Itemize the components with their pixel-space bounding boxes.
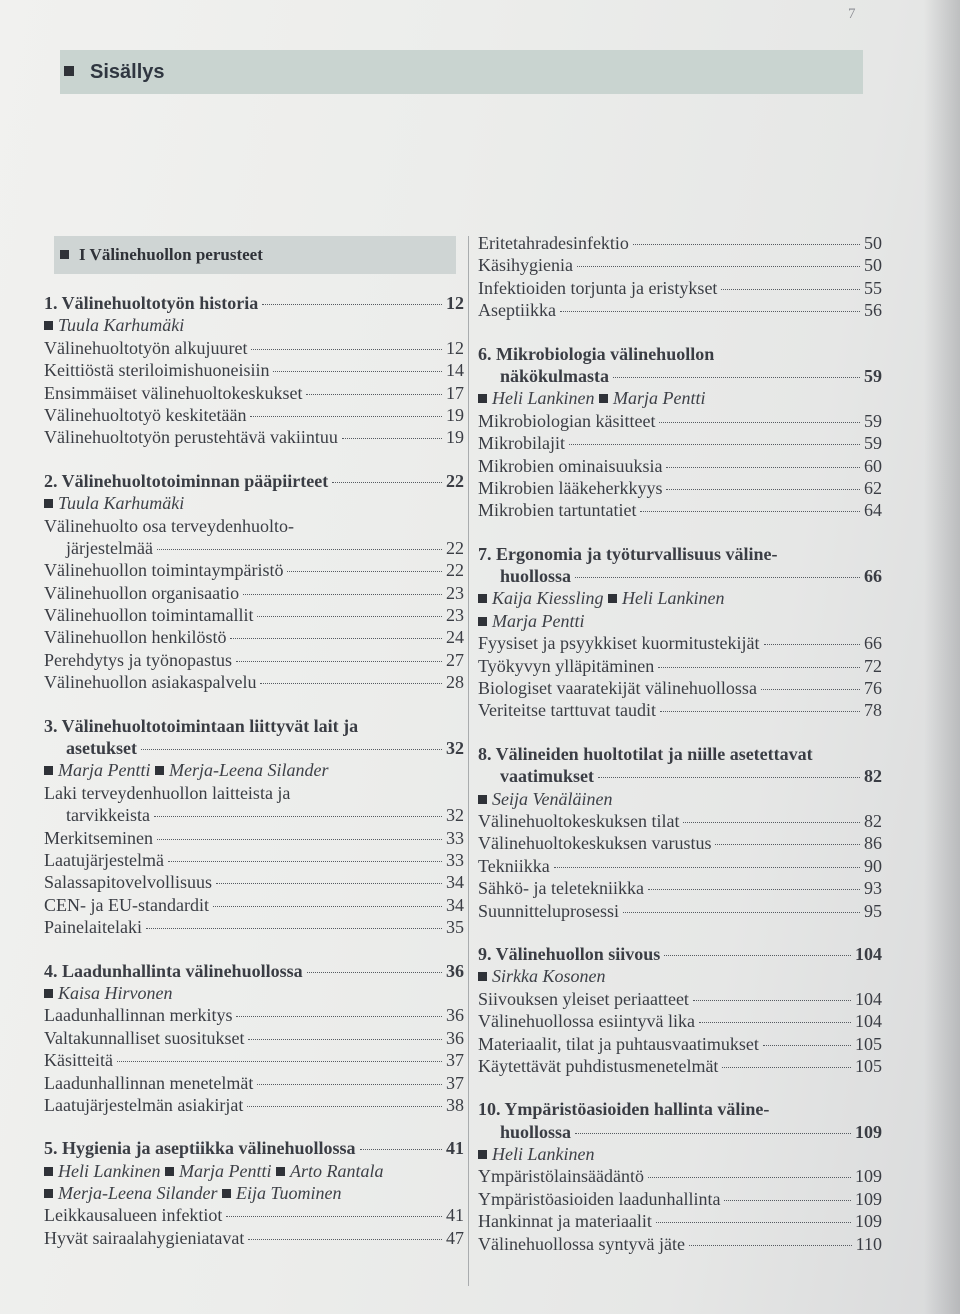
toc-entry: Aseptiikka 56 bbox=[478, 300, 882, 321]
toc-entry: Käsihygienia 50 bbox=[478, 255, 882, 276]
toc-entry: Keittiöstä steriloimishuoneisiin 14 bbox=[44, 360, 464, 381]
dot-leader bbox=[306, 394, 442, 395]
toc-entry: Mikrobiologian käsitteet 59 bbox=[478, 410, 882, 431]
contents-title: Sisällys bbox=[90, 60, 165, 83]
dot-leader bbox=[660, 711, 860, 712]
chapter-1-heading: 1. Välinehuoltotyön historia 12 bbox=[44, 293, 464, 313]
chapter-9-entries bbox=[478, 988, 882, 1078]
chapter-4-authors: Kaisa Hirvonen bbox=[44, 982, 464, 1004]
chapter-3-authors: Marja Pentti Merja-Leena Silander bbox=[44, 759, 464, 781]
toc-entry: Välinehuollon toimintaympäristö 22 bbox=[44, 560, 464, 581]
dot-leader bbox=[243, 594, 442, 595]
dot-leader bbox=[577, 266, 860, 267]
square-bullet-icon bbox=[478, 1150, 487, 1159]
toc-entry: Biologiset vaaratekijät välinehuollossa 76 bbox=[478, 678, 882, 699]
chapter-8-authors: Seija Venäläinen bbox=[478, 788, 882, 810]
chapter-9-heading: 9. Välinehuollon siivous 104 bbox=[478, 943, 882, 964]
toc-entry: Välinehuoltokeskuksen varustus 86 bbox=[478, 833, 882, 854]
toc-entry-continuation: järjestelmää 22 bbox=[66, 537, 464, 558]
toc-entry: Siivouksen yleiset periaatteet 104 bbox=[478, 988, 882, 1009]
square-bullet-icon bbox=[64, 66, 74, 76]
chapter-10-heading: 10. Ympäristöasioiden hallinta väline- bbox=[478, 1099, 770, 1120]
toc-entry: Työkyvyn ylläpitäminen 72 bbox=[478, 655, 882, 676]
chapter-10-heading-continuation: huollossa 109 bbox=[500, 1121, 882, 1142]
toc-entry: Painelaitelaki 35 bbox=[44, 917, 464, 938]
toc-entry: Perehdytys ja työnopastus 27 bbox=[44, 649, 464, 670]
square-bullet-icon bbox=[44, 321, 53, 330]
chapter-8-heading-continuation: vaatimukset 82 bbox=[500, 766, 882, 787]
chapter-3-heading-continuation: asetukset 32 bbox=[66, 738, 464, 759]
chapter-8-heading: 8. Välineiden huoltotilat ja niille asetettavat bbox=[478, 743, 813, 764]
chapter-5-authors: Heli Lankinen Marja Pentti Arto Rantala bbox=[44, 1160, 464, 1182]
page-number: 7 bbox=[848, 6, 856, 22]
dot-leader bbox=[213, 906, 442, 907]
square-bullet-icon bbox=[222, 1189, 231, 1198]
dot-leader bbox=[724, 1200, 851, 1201]
dot-leader bbox=[763, 1045, 851, 1046]
dot-leader bbox=[168, 861, 442, 862]
dot-leader bbox=[699, 1022, 851, 1023]
dot-leader bbox=[251, 349, 442, 350]
toc-entry: Laki terveydenhuollon laitteista ja bbox=[44, 782, 291, 803]
dot-leader bbox=[722, 1067, 851, 1068]
part-title: I Välinehuollon perusteet bbox=[79, 245, 263, 264]
toc-entry: Laatujärjestelmän asiakirjat 38 bbox=[44, 1094, 464, 1115]
dot-leader bbox=[761, 689, 860, 690]
chapter-2-authors: Tuula Karhumäki bbox=[44, 492, 464, 514]
dot-leader bbox=[260, 683, 442, 684]
dot-leader bbox=[146, 928, 442, 929]
toc-entry: Välinehuoltokeskuksen tilat 82 bbox=[478, 810, 882, 831]
chapter-2-heading: 2. Välinehuoltotoiminnan pääpiirteet 22 bbox=[44, 470, 464, 491]
toc-entry-continuation: tarvikkeista 32 bbox=[66, 805, 464, 826]
square-bullet-icon bbox=[478, 594, 487, 603]
part-heading bbox=[54, 236, 456, 274]
toc-entry: Salassapitovelvollisuus 34 bbox=[44, 872, 464, 893]
toc-entry: Fyysiset ja psyykkiset kuormitustekijät 66 bbox=[478, 633, 882, 654]
toc-entry: Infektioiden torjunta ja eristykset 55 bbox=[478, 277, 882, 298]
dot-leader bbox=[666, 489, 860, 490]
dot-leader bbox=[230, 638, 442, 639]
dot-leader bbox=[216, 883, 442, 884]
column-divider bbox=[468, 236, 469, 1286]
chapter-3-entries bbox=[44, 827, 464, 939]
toc-entry: Ympäristölainsäädäntö 109 bbox=[478, 1166, 882, 1187]
toc-entry: Välinehuollon organisaatio 23 bbox=[44, 582, 464, 603]
toc-entry: Mikrobien tartuntatiet 64 bbox=[478, 500, 882, 521]
dot-leader bbox=[683, 822, 860, 823]
chapter-4-heading: 4. Laadunhallinta välinehuollossa 36 bbox=[44, 960, 464, 981]
toc-entry: Välinehuollon henkilöstö 24 bbox=[44, 627, 464, 648]
square-bullet-icon bbox=[608, 594, 617, 603]
toc-entry: Ympäristöasioiden laadunhallinta 109 bbox=[478, 1188, 882, 1209]
dot-leader bbox=[640, 511, 860, 512]
toc-entry: Laatujärjestelmä 33 bbox=[44, 849, 464, 870]
square-bullet-icon bbox=[165, 1167, 174, 1176]
toc-entry: Välinehuollossa esiintyvä lika 104 bbox=[478, 1011, 882, 1032]
square-bullet-icon bbox=[478, 394, 487, 403]
chapter-3-heading: 3. Välinehuoltotoimintaan liittyvät lait ja bbox=[44, 715, 359, 736]
dot-leader bbox=[257, 1084, 442, 1085]
chapter-6-heading-continuation: näkökulmasta 59 bbox=[500, 365, 882, 386]
dot-leader bbox=[157, 839, 442, 840]
toc-entry: Laadunhallinnan menetelmät 37 bbox=[44, 1072, 464, 1093]
square-bullet-icon bbox=[599, 394, 608, 403]
toc-entry: Välinehuollossa syntyvä jäte 110 bbox=[478, 1233, 882, 1254]
toc-entry: Mikrobien ominaisuuksia 60 bbox=[478, 455, 882, 476]
chapter-5-entries-continued bbox=[478, 232, 882, 322]
toc-entry: Valtakunnalliset suositukset 36 bbox=[44, 1027, 464, 1048]
chapter-2-entries bbox=[44, 559, 464, 693]
toc-entry: Hankinnat ja materiaalit 109 bbox=[478, 1211, 882, 1232]
chapter-5-authors-continuation: Merja-Leena Silander Eija Tuominen bbox=[44, 1182, 464, 1204]
square-bullet-icon bbox=[44, 989, 53, 998]
toc-entry: Laadunhallinnan merkitys 36 bbox=[44, 1005, 464, 1026]
toc-entry: Veriteitse tarttuvat taudit 78 bbox=[478, 700, 882, 721]
toc-entry: Leikkausalueen infektiot 41 bbox=[44, 1205, 464, 1226]
toc-entry: Sähkö- ja teletekniikka 93 bbox=[478, 878, 882, 899]
square-bullet-icon bbox=[478, 795, 487, 804]
dot-leader bbox=[721, 289, 860, 290]
contents-header bbox=[60, 50, 863, 94]
dot-leader bbox=[560, 311, 860, 312]
chapter-7-heading-continuation: huollossa 66 bbox=[500, 566, 882, 587]
chapter-5-heading: 5. Hygienia ja aseptiikka välinehuollossa 41 bbox=[44, 1138, 464, 1159]
square-bullet-icon bbox=[44, 1167, 53, 1176]
dot-leader bbox=[248, 1039, 442, 1040]
toc-entry: Ensimmäiset välinehuoltokeskukset 17 bbox=[44, 382, 464, 403]
chapter-6-heading: 6. Mikrobiologia välinehuollon bbox=[478, 343, 715, 364]
dot-leader bbox=[273, 371, 442, 372]
dot-leader bbox=[287, 571, 442, 572]
toc-entry: Välinehuollon toimintamallit 23 bbox=[44, 605, 464, 626]
square-bullet-icon bbox=[478, 972, 487, 981]
square-bullet-icon bbox=[276, 1167, 285, 1176]
square-bullet-icon bbox=[60, 250, 69, 259]
chapter-6-authors: Heli Lankinen Marja Pentti bbox=[478, 387, 882, 409]
dot-leader bbox=[236, 661, 442, 662]
dot-leader bbox=[623, 912, 860, 913]
dot-leader bbox=[693, 1000, 851, 1001]
dot-leader bbox=[236, 1016, 442, 1017]
dot-leader bbox=[633, 244, 860, 245]
dot-leader bbox=[666, 467, 860, 468]
chapter-8-entries bbox=[478, 810, 882, 922]
toc-entry: Välinehuoltotyön perustehtävä vakiintuu 19 bbox=[44, 427, 464, 448]
dot-leader bbox=[715, 844, 860, 845]
toc-entry: Käytettävät puhdistusmenetelmät 105 bbox=[478, 1055, 882, 1076]
toc-entry: CEN- ja EU-standardit 34 bbox=[44, 894, 464, 915]
dot-leader bbox=[117, 1061, 442, 1062]
dot-leader bbox=[569, 444, 860, 445]
square-bullet-icon bbox=[478, 617, 487, 626]
chapter-7-authors-continuation: Marja Pentti bbox=[478, 610, 882, 632]
dot-leader bbox=[257, 616, 442, 617]
chapter-1-authors: Tuula Karhumäki bbox=[44, 314, 464, 336]
square-bullet-icon bbox=[44, 766, 53, 775]
dot-leader bbox=[656, 1222, 851, 1223]
chapter-7-entries bbox=[478, 632, 882, 722]
chapter-4-entries bbox=[44, 1004, 464, 1116]
toc-entry: Välinehuolto osa terveydenhuolto- bbox=[44, 515, 294, 536]
dot-leader bbox=[226, 1216, 442, 1217]
dot-leader bbox=[689, 1245, 852, 1246]
toc-left-column bbox=[44, 292, 464, 1249]
square-bullet-icon bbox=[155, 766, 164, 775]
toc-entry: Välinehuollon asiakaspalvelu 28 bbox=[44, 672, 464, 693]
dot-leader bbox=[658, 667, 860, 668]
toc-entry: Merkitseminen 33 bbox=[44, 827, 464, 848]
dot-leader bbox=[342, 438, 442, 439]
toc-entry: Välinehuoltotyön alkujuuret 12 bbox=[44, 337, 464, 358]
dot-leader bbox=[764, 644, 861, 645]
dot-leader bbox=[648, 1177, 851, 1178]
toc-entry: Tekniikka 90 bbox=[478, 855, 882, 876]
chapter-10-entries bbox=[478, 1165, 882, 1255]
toc-entry: Hyvät sairaalahygieniatavat 47 bbox=[44, 1227, 464, 1248]
square-bullet-icon bbox=[44, 1189, 53, 1198]
chapter-9-authors: Sirkka Kosonen bbox=[478, 965, 882, 987]
chapter-10-authors: Heli Lankinen bbox=[478, 1143, 882, 1165]
chapter-7-heading: 7. Ergonomia ja työturvallisuus väline- bbox=[478, 543, 778, 564]
chapter-7-authors: Kaija Kiessling Heli Lankinen bbox=[478, 587, 882, 609]
chapter-1-entries bbox=[44, 337, 464, 449]
toc-entry: Eritetahradesinfektio 50 bbox=[478, 233, 882, 253]
page-edge-shadow bbox=[924, 0, 960, 1314]
toc-entry: Materiaalit, tilat ja puhtausvaatimukset 105 bbox=[478, 1033, 882, 1054]
dot-leader bbox=[648, 889, 860, 890]
dot-leader bbox=[247, 1106, 442, 1107]
toc-entry: Mikrobilajit 59 bbox=[478, 433, 882, 454]
chapter-6-entries bbox=[478, 410, 882, 522]
square-bullet-icon bbox=[44, 499, 53, 508]
toc-entry: Käsitteitä 37 bbox=[44, 1050, 464, 1071]
toc-right-column bbox=[478, 232, 882, 1255]
dot-leader bbox=[554, 867, 860, 868]
dot-leader bbox=[659, 422, 860, 423]
toc-entry: Mikrobien lääkeherkkyys 62 bbox=[478, 477, 882, 498]
chapter-5-entries bbox=[44, 1204, 464, 1249]
toc-entry: Suunnitteluprosessi 95 bbox=[478, 900, 882, 921]
dot-leader bbox=[248, 1239, 442, 1240]
toc-entry: Välinehuoltotyö keskitetään 19 bbox=[44, 404, 464, 425]
dot-leader bbox=[250, 416, 442, 417]
